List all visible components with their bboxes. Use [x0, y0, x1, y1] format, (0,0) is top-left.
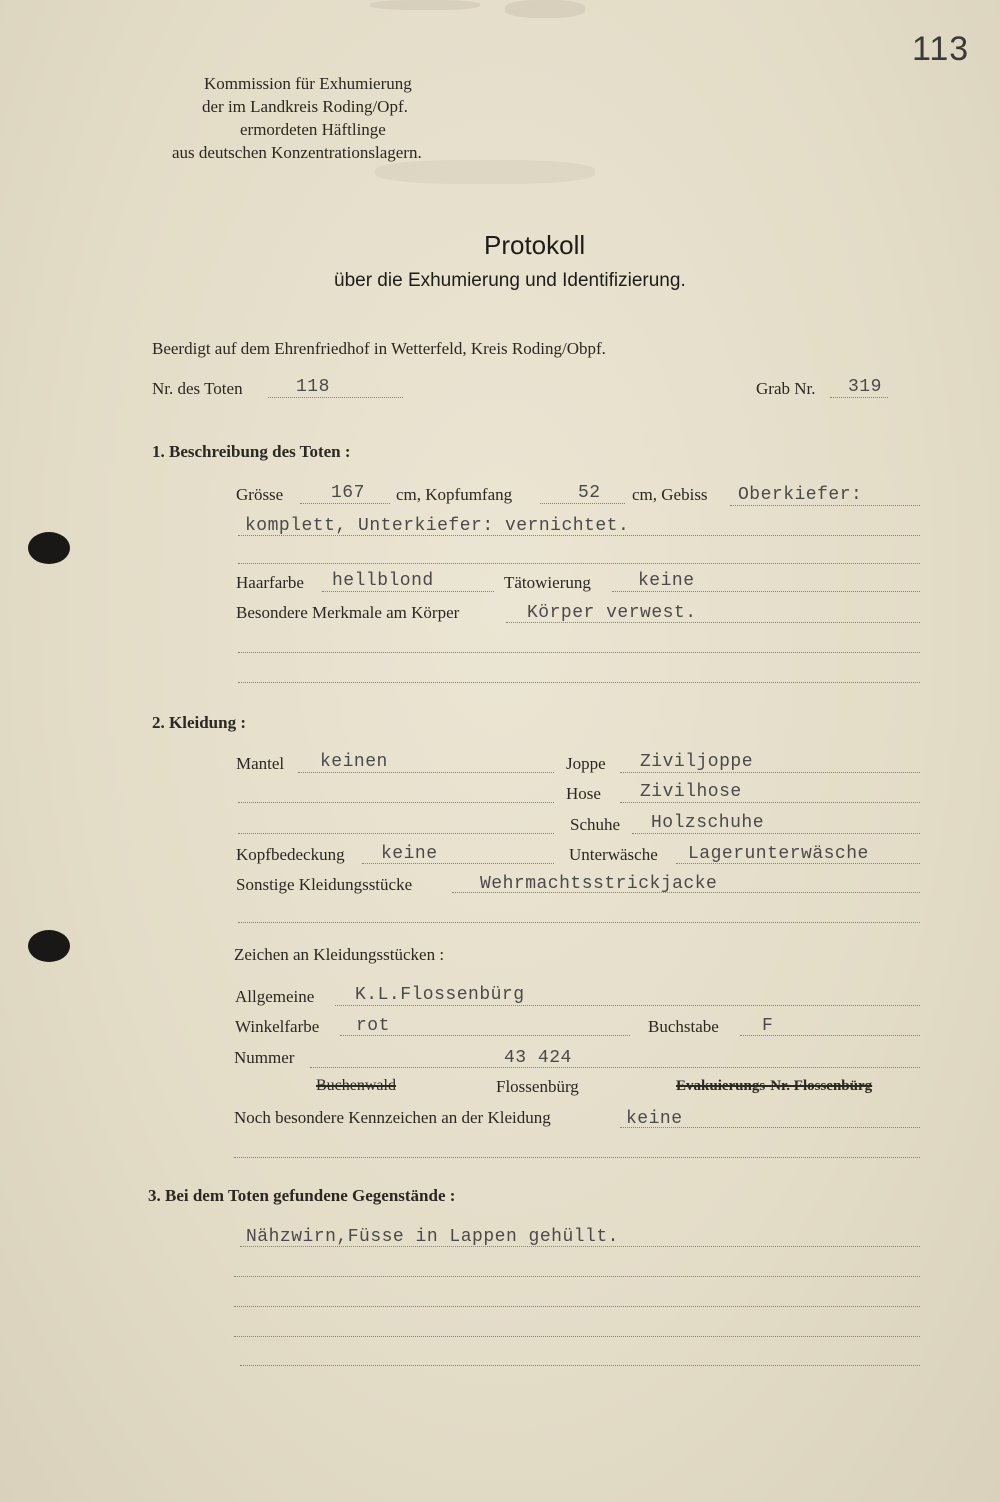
winkel-value: rot — [356, 1016, 390, 1036]
coat-line — [298, 772, 554, 773]
underwear-value: Lagerunterwäsche — [688, 844, 869, 864]
marks-value: Körper verwest. — [527, 603, 697, 623]
size-label: Grösse — [236, 485, 284, 504]
grave-no-label: Grab Nr. — [756, 379, 816, 398]
general-label: Allgemeine — [235, 987, 315, 1006]
grave-no-line — [830, 397, 888, 398]
punch-hole-upper — [28, 532, 70, 564]
general-value: K.L.Flossenbürg — [355, 985, 525, 1005]
items-line-3 — [234, 1306, 920, 1307]
commission-line-1: Kommission für Exhumierung — [204, 74, 412, 93]
cm1-label: cm, Kopfumfang — [396, 485, 513, 504]
size-value: 167 — [331, 483, 365, 503]
hair-label: Haarfarbe — [236, 573, 304, 592]
scan-smudge-mid — [375, 160, 595, 184]
special-line-1 — [620, 1127, 920, 1128]
marks-heading: Zeichen an Kleidungsstücken : — [234, 945, 445, 964]
head-value: 52 — [578, 483, 601, 503]
letter-label: Buchstabe — [648, 1017, 719, 1036]
other-label: Sonstige Kleidungsstücke — [236, 875, 413, 894]
hair-line — [322, 591, 494, 592]
marks-label: Besondere Merkmale am Körper — [236, 603, 460, 622]
shoes-line — [632, 833, 920, 834]
special-label: Noch besondere Kennzeichen an der Kleidung — [234, 1108, 551, 1127]
items-line-5 — [240, 1365, 920, 1366]
letter-line — [740, 1035, 920, 1036]
scan-smudge-top-2 — [505, 0, 585, 18]
teeth-value-1: Oberkiefer: — [738, 485, 863, 505]
headwear-label: Kopfbedeckung — [236, 845, 345, 864]
camp-buchenwald: Buchenwald — [316, 1077, 396, 1094]
scan-smudge-top — [370, 0, 480, 10]
teeth-value-2: komplett, Unterkiefer: vernichtet. — [245, 516, 630, 536]
trousers-line — [620, 802, 920, 803]
commission-line-3: ermordeten Häftlinge — [240, 120, 386, 139]
other-line-2 — [238, 922, 920, 923]
jacket-value: Ziviljoppe — [640, 752, 754, 772]
teeth-line-3 — [238, 563, 920, 564]
dead-no-label: Nr. des Toten — [152, 379, 243, 398]
winkel-line — [340, 1035, 630, 1036]
winkel-label: Winkelfarbe — [235, 1017, 320, 1036]
head-line — [540, 503, 625, 504]
number-value: 43 424 — [504, 1048, 572, 1068]
burial-line: Beerdigt auf dem Ehrenfriedhof in Wetterfeld, Kreis Roding/Obpf. — [152, 339, 606, 358]
coat-label: Mantel — [236, 754, 285, 773]
number-label: Nummer — [234, 1048, 295, 1067]
page-number: 113 — [912, 30, 970, 68]
items-line-2 — [234, 1276, 920, 1277]
other-value: Wehrmachtsstrickjacke — [480, 874, 718, 894]
grave-no-value: 319 — [848, 377, 882, 397]
hair-value: hellblond — [332, 571, 434, 591]
tattoo-value: keine — [638, 571, 695, 591]
marks-line-3 — [238, 682, 920, 683]
special-value: keine — [626, 1109, 683, 1129]
jacket-line — [620, 772, 920, 773]
section1-heading: 1. Beschreibung des Toten : — [152, 442, 351, 461]
shoes-value: Holzschuhe — [651, 813, 765, 833]
tattoo-label: Tätowierung — [504, 573, 591, 592]
headwear-line — [362, 863, 554, 864]
letter-value: F — [762, 1016, 774, 1036]
special-line-2 — [234, 1157, 920, 1158]
coat-value: keinen — [320, 752, 388, 772]
items-line-1 — [240, 1246, 920, 1247]
section2-heading: 2. Kleidung : — [152, 713, 246, 732]
teeth-line-1 — [730, 505, 920, 506]
section3-heading: 3. Bei dem Toten gefundene Gegenstände : — [148, 1186, 456, 1205]
items-value: Nähzwirn,Füsse in Lappen gehüllt. — [246, 1227, 619, 1247]
punch-hole-lower — [28, 930, 70, 962]
page-title: Protokoll — [484, 230, 586, 260]
cm2-label: cm, Gebiss — [632, 485, 708, 504]
size-line — [300, 503, 390, 504]
dead-no-line — [268, 397, 403, 398]
headwear-value: keine — [381, 844, 438, 864]
trousers-value: Zivilhose — [640, 782, 742, 802]
camp-evakuierung: Evakuierungs-Nr. Flossenbürg — [676, 1078, 873, 1094]
commission-line-2: der im Landkreis Roding/Opf. — [202, 97, 408, 116]
general-line — [335, 1005, 920, 1006]
commission-line-4: aus deutschen Konzentrationslagern. — [172, 143, 422, 162]
trousers-left-line — [238, 802, 554, 803]
camp-flossenbuerg: Flossenbürg — [496, 1077, 579, 1096]
other-line-1 — [452, 892, 920, 893]
number-line — [310, 1067, 920, 1068]
page-subtitle: über die Exhumierung und Identifizierung. — [334, 270, 686, 291]
teeth-line-2 — [238, 535, 920, 536]
dead-no-value: 118 — [296, 377, 330, 397]
jacket-label: Joppe — [566, 754, 606, 773]
underwear-line — [676, 863, 920, 864]
trousers-label: Hose — [566, 784, 601, 803]
tattoo-line — [612, 591, 920, 592]
items-line-4 — [234, 1336, 920, 1337]
marks-line-1 — [506, 622, 920, 623]
shoes-label: Schuhe — [570, 815, 621, 834]
shoes-left-line — [238, 833, 554, 834]
marks-line-2 — [238, 652, 920, 653]
underwear-label: Unterwäsche — [569, 845, 658, 864]
